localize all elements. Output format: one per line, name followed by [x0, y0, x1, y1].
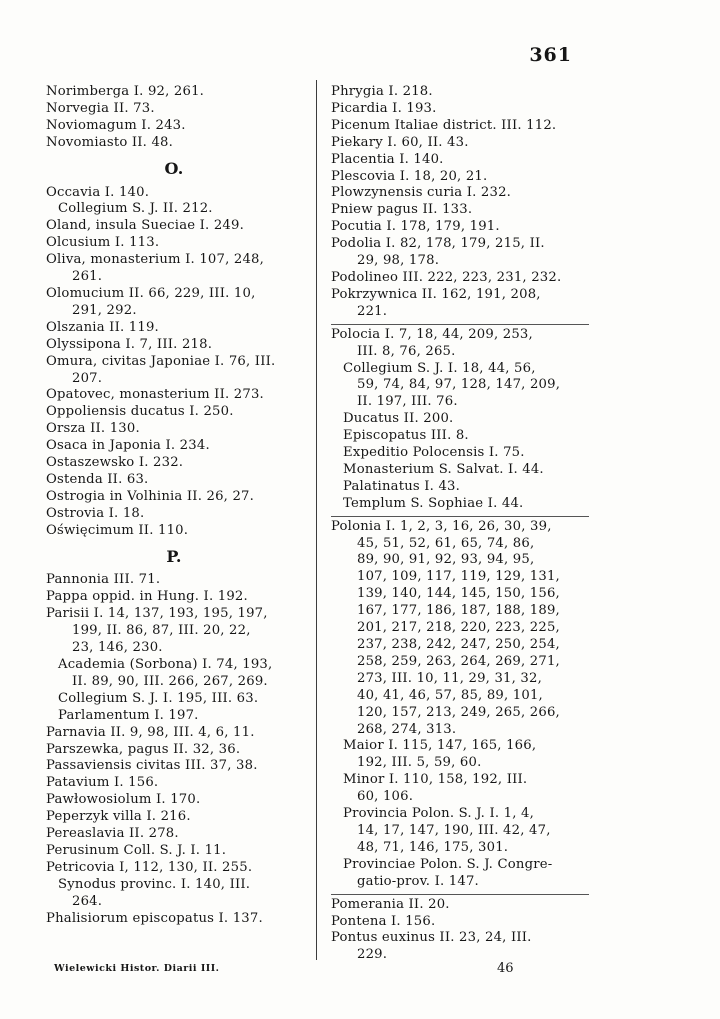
section-heading: O.	[164, 158, 184, 178]
index-subentry: Collegium S. J. II. 212.	[58, 201, 213, 217]
index-entry-continuation: 29, 98, 178.	[357, 253, 440, 269]
index-entry-continuation: 192, III. 5, 59, 60.	[357, 755, 482, 771]
index-entry: Ostrovia I. 18.	[46, 505, 145, 521]
footer-sheet-number: 46	[497, 961, 514, 976]
index-entry: Phrygia I. 218.	[331, 84, 433, 99]
index-subentry: Expeditio Polocensis I. 75.	[343, 445, 525, 461]
index-entry-continuation: 201, 217, 218, 220, 223, 225,	[357, 620, 560, 636]
index-entry: Plescovia I. 18, 20, 21.	[331, 168, 488, 184]
index-entry-continuation: 268, 274, 313.	[357, 721, 457, 737]
index-entry: Parnavia II. 9, 98, III. 4, 6, 11.	[46, 724, 255, 740]
index-entry-continuation: II. 89, 90, III. 266, 267, 269.	[72, 673, 268, 689]
index-entry-continuation: III. 8, 76, 265.	[357, 343, 456, 359]
index-entry: Oliva, monasterium I. 107, 248,	[46, 252, 265, 268]
index-entry: Pawłowosiolum I. 170.	[46, 792, 201, 808]
index-subentry: Episcopatus III. 8.	[343, 428, 469, 444]
index-entry: Phalisiorum episcopatus I. 137.	[46, 910, 263, 926]
index-entry: Oland, insula Sueciae I. 249.	[46, 218, 245, 234]
index-entry: Pokrzywnica II. 162, 191, 208,	[331, 286, 541, 302]
index-entry-continuation: 45, 51, 52, 61, 65, 74, 86,	[357, 535, 535, 551]
index-entry: Norimberga I. 92, 261.	[46, 84, 205, 99]
index-entry-continuation: 291, 292.	[72, 302, 137, 318]
index-entry-continuation: 273, III. 10, 11, 29, 31, 32,	[357, 670, 542, 686]
index-entry: Passaviensis civitas III. 37, 38.	[46, 758, 258, 774]
index-entry: Picardia I. 193.	[331, 100, 437, 116]
index-entry-continuation: 59, 74, 84, 97, 128, 147, 209,	[357, 377, 561, 393]
index-entry-continuation: 261.	[72, 269, 103, 285]
page-number: 361	[529, 44, 572, 66]
index-entry: Novomiasto II. 48.	[46, 134, 174, 150]
index-entry: Olyssipona I. 7, III. 218.	[46, 336, 213, 352]
index-entry: Podolineo III. 222, 223, 231, 232.	[331, 269, 562, 285]
index-entry: Placentia I. 140.	[331, 151, 444, 167]
index-subentry: Maior I. 115, 147, 165, 166,	[343, 738, 537, 754]
index-subentry: Templum S. Sophiae I. 44.	[343, 495, 524, 511]
index-subentry: Collegium S. J. I. 18, 44, 56,	[343, 360, 536, 376]
index-entry: Podolia I. 82, 178, 179, 215, II.	[331, 236, 545, 252]
index-entry-continuation: 167, 177, 186, 187, 188, 189,	[357, 603, 560, 619]
index-entry: Petricovia I, 112, 130, II. 255.	[46, 859, 253, 875]
index-subentry: Collegium S. J. I. 195, III. 63.	[58, 690, 259, 706]
index-entry: Oświęcimum II. 110.	[46, 522, 189, 538]
index-subentry: Academia (Sorbona) I. 74, 193,	[58, 657, 273, 672]
index-entry: Pniew pagus II. 133.	[331, 202, 473, 218]
index-entry: Peperzyk villa I. 216.	[46, 809, 191, 825]
index-subentry: Minor I. 110, 158, 192, III.	[343, 772, 528, 788]
index-entry: Osaca in Japonia I. 234.	[46, 438, 210, 454]
index-subentry: Palatinatus I. 43.	[343, 478, 461, 494]
index-entry: Perusinum Coll. S. J. I. 11.	[46, 842, 227, 858]
index-entry: Parisii I. 14, 137, 193, 195, 197,	[46, 606, 268, 622]
index-subentry: Synodus provinc. I. 140, III.	[58, 876, 251, 892]
index-entry-continuation: II. 197, III. 76.	[357, 394, 458, 410]
index-subentry: Parlamentum I. 197.	[58, 707, 199, 723]
index-entry: Patavium I. 156.	[46, 775, 159, 791]
index-entry: Orsza II. 130.	[46, 421, 140, 437]
index-entry: Olomucium II. 66, 229, III. 10,	[46, 285, 256, 301]
index-entry: Polonia I. 1, 2, 3, 16, 26, 30, 39,	[331, 516, 589, 536]
index-entry: Ostenda II. 63.	[46, 471, 149, 487]
index-entry: Pomerania II. 20.	[331, 894, 589, 914]
index-entry: Olcusium I. 113.	[46, 235, 160, 251]
index-entry: Oppoliensis ducatus I. 250.	[46, 404, 234, 420]
index-entry: Noviomagum I. 243.	[46, 117, 186, 133]
index-entry: Occavia I. 140.	[46, 184, 150, 200]
index-entry: Pontus euxinus II. 23, 24, III.	[331, 930, 532, 946]
index-entry: Pappa oppid. in Hung. I. 192.	[46, 589, 248, 605]
index-entry: Omura, civitas Japoniae I. 76, III.	[46, 353, 276, 369]
index-entry: Piekary I. 60, II. 43.	[331, 134, 469, 150]
index-entry: Pontena I. 156.	[331, 913, 436, 929]
index-entry-continuation: 107, 109, 117, 119, 129, 131,	[357, 569, 560, 585]
index-entry-continuation: 23, 146, 230.	[72, 640, 163, 656]
index-entry: Ostaszewsko I. 232.	[46, 455, 184, 471]
index-entry-continuation: 229.	[357, 947, 388, 963]
index-entry: Picenum Italiae district. III. 112.	[331, 117, 557, 133]
index-subentry: Ducatus II. 200.	[343, 411, 454, 427]
index-entry-continuation: 221.	[357, 303, 388, 319]
section-heading: P.	[166, 546, 182, 566]
index-entry: Ostrogia in Volhinia II. 26, 27.	[46, 488, 255, 504]
index-entry: Olszania II. 119.	[46, 319, 159, 335]
index-entry-continuation: gatio-prov. I. 147.	[357, 873, 479, 889]
index-entry: Pocutia I. 178, 179, 191.	[331, 219, 500, 235]
index-subentry: Monasterium S. Salvat. I. 44.	[343, 461, 544, 477]
index-entry: Opatovec, monasterium II. 273.	[46, 387, 264, 403]
index-entry-continuation: 199, II. 86, 87, III. 20, 22,	[72, 623, 251, 639]
index-entry-continuation: 258, 259, 263, 264, 269, 271,	[357, 653, 560, 669]
index-entry-continuation: 48, 71, 146, 175, 301.	[357, 839, 509, 855]
index-entry-continuation: 89, 90, 91, 92, 93, 94, 95,	[357, 552, 535, 568]
index-entry-continuation: 40, 41, 46, 57, 85, 89, 101,	[357, 687, 543, 703]
index-entry-continuation: 264.	[72, 893, 103, 909]
index-entry: Pannonia III. 71.	[46, 572, 161, 588]
index-subentry: Provinciae Polon. S. J. Congre-	[343, 856, 553, 872]
index-entry: Parszewka, pagus II. 32, 36.	[46, 741, 241, 757]
index-entry: Plowzynensis curia I. 232.	[331, 185, 512, 201]
index-subentry: Provincia Polon. S. J. I. 1, 4,	[343, 806, 534, 822]
column-divider	[316, 80, 317, 960]
index-entry: Polocia I. 7, 18, 44, 209, 253,	[331, 324, 589, 344]
index-entry-continuation: 14, 17, 147, 190, III. 42, 47,	[357, 822, 551, 838]
left-column	[46, 84, 302, 928]
index-entry-continuation: 207.	[72, 370, 103, 386]
right-column	[331, 84, 589, 964]
index-entry: Pereaslavia II. 278.	[46, 826, 179, 842]
index-entry-continuation: 139, 140, 144, 145, 150, 156,	[357, 586, 560, 602]
footer-signature: Wielewicki Histor. Diarii III.	[54, 963, 220, 974]
index-entry-continuation: 237, 238, 242, 247, 250, 254,	[357, 637, 560, 652]
index-entry: Norvegia II. 73.	[46, 100, 155, 116]
index-entry-continuation: 120, 157, 213, 249, 265, 266,	[357, 704, 560, 720]
index-entry-continuation: 60, 106.	[357, 789, 414, 805]
